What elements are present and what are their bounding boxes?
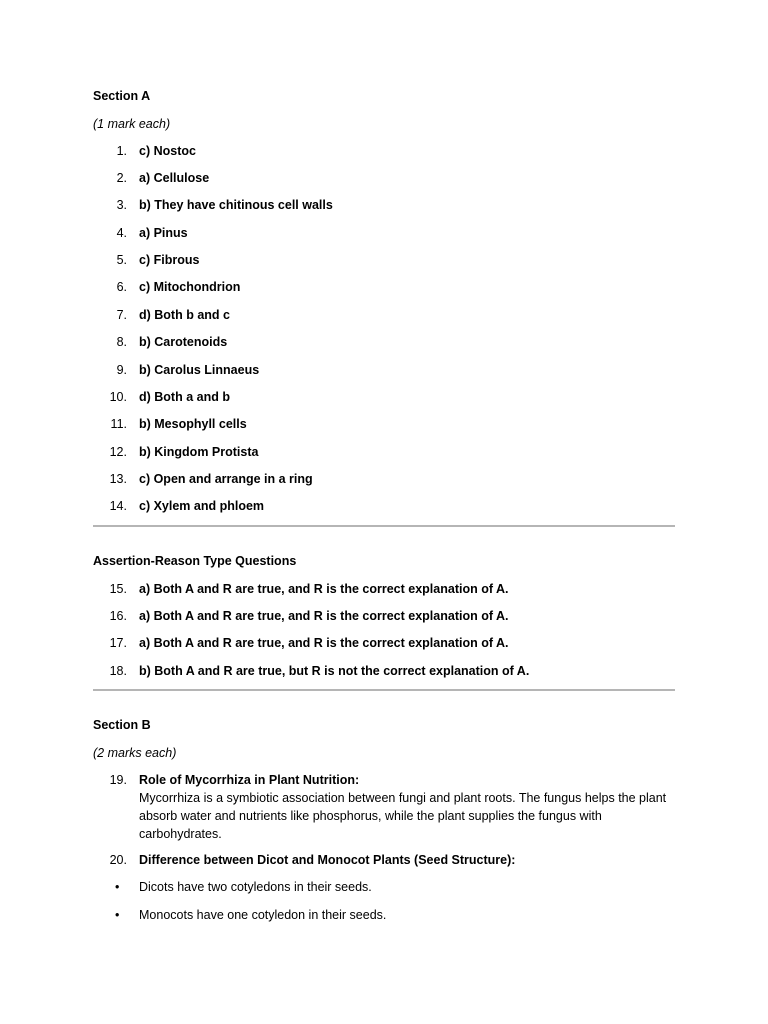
answer-number: 1. (116, 144, 127, 158)
answer-number: 8. (116, 335, 127, 349)
question-number: 19. (109, 773, 127, 787)
answer-text: b) They have chitinous cell walls (139, 198, 333, 212)
answer-text: c) Open and arrange in a ring (139, 472, 313, 486)
horizontal-divider (93, 689, 675, 691)
answer-number: 6. (116, 280, 127, 294)
answer-number: 12. (109, 445, 127, 459)
answer-number: 7. (116, 308, 127, 322)
answer-text: a) Both A and R are true, and R is the correct explanation of A. (139, 582, 509, 596)
answer-text: c) Fibrous (139, 253, 200, 267)
answer-number: 14. (109, 499, 127, 513)
answer-number: 2. (116, 171, 127, 185)
answer-text: d) Both a and b (139, 390, 230, 404)
answer-text: c) Mitochondrion (139, 280, 241, 294)
section-a-note: (1 mark each) (93, 117, 171, 131)
section-b-note: (2 marks each) (93, 746, 177, 760)
assertion-reason-heading: Assertion-Reason Type Questions (93, 554, 297, 568)
answer-text: b) Carotenoids (139, 335, 228, 349)
answer-number: 13. (109, 472, 127, 486)
bullet-icon: • (115, 880, 120, 894)
answer-text: c) Xylem and phloem (139, 499, 265, 513)
bullet-text: Dicots have two cotyledons in their seeds. (139, 880, 372, 894)
bullet-text: Monocots have one cotyledon in their seeds. (139, 908, 387, 922)
answer-text: b) Mesophyll cells (139, 417, 247, 431)
answer-text: c) Nostoc (139, 144, 196, 158)
question-number: 20. (109, 853, 127, 867)
answer-number: 15. (109, 582, 127, 596)
answer-number: 5. (116, 253, 127, 267)
section-a-heading: Section A (93, 89, 151, 103)
answer-text: b) Carolus Linnaeus (139, 363, 260, 377)
question-answer-paragraph: Mycorrhiza is a symbiotic association between fungi and plant roots. The fungus helps the plant absorb water and nutrients like phosphorus, while the plant supplies the fungus with carbohydrates. (139, 791, 667, 841)
answer-text: b) Kingdom Protista (139, 445, 259, 459)
section-b-heading: Section B (93, 718, 151, 732)
answer-number: 11. (110, 417, 127, 431)
answer-text: a) Both A and R are true, and R is the correct explanation of A. (139, 609, 509, 623)
answer-number: 17. (109, 636, 127, 650)
answer-number: 18. (109, 664, 127, 678)
question-title: Role of Mycorrhiza in Plant Nutrition: (139, 773, 360, 787)
horizontal-divider (93, 525, 675, 527)
answer-number: 16. (109, 609, 127, 623)
answer-text: b) Both A and R are true, but R is not the correct explanation of A. (139, 664, 530, 678)
answer-text: a) Both A and R are true, and R is the correct explanation of A. (139, 636, 509, 650)
answer-text: d) Both b and c (139, 308, 230, 322)
bullet-icon: • (115, 908, 120, 922)
answer-text: a) Pinus (139, 226, 188, 240)
answer-text: a) Cellulose (139, 171, 210, 185)
answer-number: 3. (116, 198, 127, 212)
answer-number: 10. (109, 390, 127, 404)
answer-number: 9. (116, 363, 127, 377)
answer-number: 4. (116, 226, 127, 240)
question-title: Difference between Dicot and Monocot Plants (Seed Structure): (139, 853, 516, 867)
